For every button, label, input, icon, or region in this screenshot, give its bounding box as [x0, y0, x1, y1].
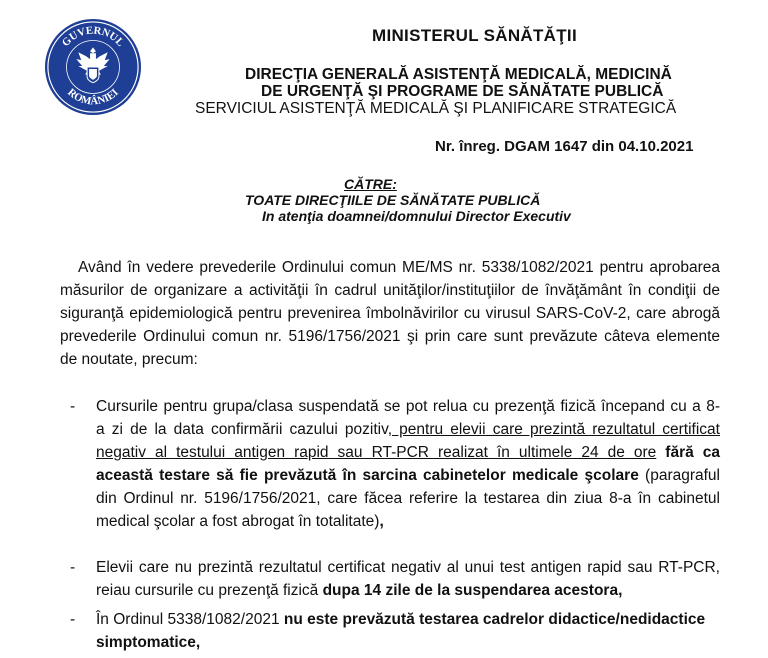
item3-line	[96, 608, 720, 631]
registration-number: Nr. înreg. DGAM 1647 din 04.10.2021	[435, 138, 694, 155]
item1-line: Cursurile pentru grupa/clasa suspendată se pot relua cu prezenţă fizică începand cu a 8-	[96, 398, 720, 415]
item1-bold-text: ,	[379, 513, 384, 530]
intro-line: măsurilor de organizare a activităţii în cadrul unităţilor/instituţiilor de învăţământ în condiţii de	[60, 282, 720, 299]
item1-text: (paragraful	[638, 467, 720, 484]
item3-line	[96, 631, 720, 654]
seal-bottom-text: ROMÂNIEI	[65, 86, 121, 108]
directorate-line-2: DE URGENŢĂ ŞI PROGRAME DE SĂNĂTATE PUBLICĂ	[261, 83, 664, 100]
government-seal	[44, 18, 142, 116]
intro-line: Având în vedere prevederile Ordinului comun ME/MS nr. 5338/1082/2021 pentru aprobarea	[78, 259, 720, 276]
list-bullet: -	[70, 398, 76, 415]
item1-text: medical şcolar a fost abrogat în totalitate)	[96, 513, 380, 530]
intro-line: de noutate, precum:	[60, 351, 198, 368]
attention-line: In atenţia doamnei/domnului Director Executiv	[262, 208, 571, 224]
directorate-line-1: DIRECŢIA GENERALĂ ASISTENŢĂ MEDICALĂ, MEDICINĂ	[245, 66, 672, 83]
intro-line: prevederile Ordinului comun nr. 5196/1756/2021 şi prin care sunt prevăzute câteva elemente	[60, 328, 720, 345]
ministry-name: MINISTERUL SĂNĂTĂŢII	[372, 26, 577, 45]
item1-text: a zi de la data confirmării cazului pozitiv,	[96, 421, 393, 438]
item2-text: reiau cursurile cu prezenţă fizică	[96, 582, 323, 599]
item1-bold-text: această testare să fie prevăzută în sarcina cabinetelor medicale şcolare	[96, 467, 639, 484]
item1-line	[96, 464, 720, 487]
intro-line: siguranţă epidemiologică pentru prevenirea îmbolnăvirilor cu virusul SARS-CoV-2, care abrogă	[60, 305, 720, 322]
item2-bold-text: dupa 14 zile de la suspendarea acestora,	[322, 582, 623, 599]
item1-line	[96, 418, 720, 441]
item1-underlined-text: pentru elevii care prezintă rezultatul certificat	[392, 421, 720, 438]
to-label: CĂTRE:	[344, 176, 397, 192]
item1-line	[96, 441, 720, 464]
list-bullet: -	[70, 559, 76, 576]
item2-line: Elevii care nu prezintă rezultatul certificat negativ al unui test antigen rapid sau RT-PCR,	[96, 559, 720, 576]
item1-underlined-text: negativ al testului antigen rapid sau RT-PCR realizat în ultimele 24 de ore	[96, 444, 657, 461]
item3-bold-text: simptomatice,	[96, 634, 201, 651]
item1-line	[96, 510, 720, 533]
item1-bold-text: fără ca	[656, 444, 720, 461]
list-bullet: -	[70, 611, 76, 628]
seal-top-text: GUVERNUL	[59, 24, 127, 49]
item3-text: În Ordinul 5338/1082/2021	[96, 611, 284, 628]
service-name: SERVICIUL ASISTENŢĂ MEDICALĂ ŞI PLANIFICARE STRATEGICĂ	[195, 100, 677, 117]
intro-paragraph	[60, 256, 720, 371]
item3-bold-text: nu este prevăzută testarea cadrelor didactice/nedidactice	[283, 611, 706, 628]
item2-line	[96, 579, 720, 602]
recipient-name: TOATE DIRECŢIILE DE SĂNĂTATE PUBLICĂ	[245, 192, 541, 208]
item1-line: din Ordinul nr. 5196/1756/2021, care făcea referire la testarea din ziua 8-a în cabinetul	[96, 490, 720, 507]
